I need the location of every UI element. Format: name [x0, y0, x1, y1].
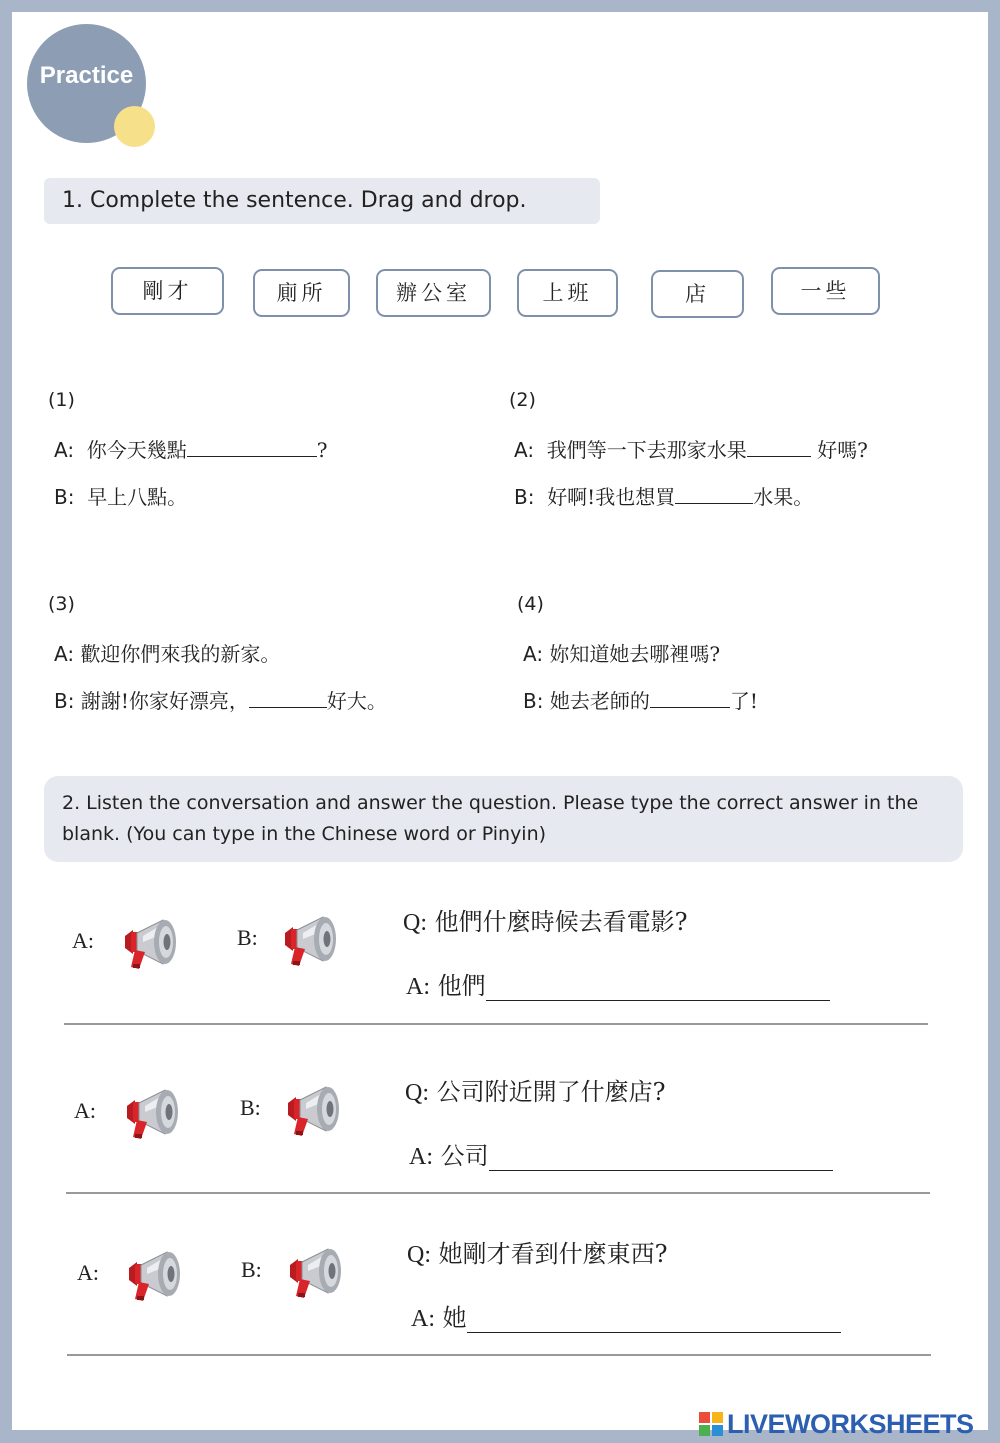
- a-label: A:: [411, 1306, 435, 1332]
- worksheet-page: [12, 12, 988, 1430]
- badge-dot-decoration: [114, 106, 155, 147]
- question-text: 他們什麼時候去看電影?: [434, 908, 688, 936]
- item-3-line-b: [54, 685, 387, 714]
- word-chip-6[interactable]: 一些: [771, 267, 880, 315]
- sentence-text: 我們等一下去那家水果: [546, 438, 747, 462]
- a-label: A:: [406, 974, 430, 1000]
- megaphone-icon[interactable]: [119, 914, 181, 970]
- sentence-text: 你今天幾點: [86, 438, 187, 462]
- speaker-label: B:: [54, 485, 75, 509]
- practice-badge-label: Practice: [39, 62, 134, 89]
- q-label: Q:: [407, 1242, 431, 1268]
- word-chip-2[interactable]: 廁所: [253, 269, 350, 317]
- section2-title: 2. Listen the conversation and answer the question. Please type the correct answer in the blank. (You can type in the Chinese word or Pinyin): [44, 776, 963, 862]
- speaker-a-label: A:: [77, 1260, 99, 1285]
- answer-line-3: [411, 1298, 841, 1333]
- question-text: 公司附近開了什麼店?: [436, 1078, 666, 1106]
- speaker-label: A:: [523, 642, 544, 666]
- sentence-suffix: 好大。: [326, 689, 387, 713]
- speaker-a-label: A:: [74, 1098, 96, 1123]
- speaker-b-label: B:: [240, 1095, 261, 1120]
- sentence-suffix: 了!: [729, 689, 758, 713]
- logo-text: LIVEWORKSHEETS: [727, 1409, 974, 1439]
- divider: [66, 1192, 930, 1194]
- item-1-line-a: [54, 434, 328, 463]
- liveworksheets-logo: [698, 1409, 974, 1440]
- drop-blank-5[interactable]: [650, 687, 730, 708]
- item-3-line-a: [54, 638, 280, 667]
- sentence-text: 謝謝!你家好漂亮，: [80, 689, 249, 713]
- word-chip-5[interactable]: 店: [651, 270, 744, 318]
- answer-prefix: 她: [442, 1304, 467, 1332]
- item-3-number: (3): [48, 593, 75, 615]
- sentence-suffix: 好嗎?: [810, 438, 868, 462]
- megaphone-icon[interactable]: [282, 1081, 344, 1137]
- item-2-line-a: [514, 434, 868, 463]
- drop-blank-2[interactable]: [747, 436, 811, 457]
- speaker-b-label: B:: [237, 925, 258, 950]
- sentence-text: 好啊!我也想買: [547, 485, 676, 509]
- speaker-label: A:: [514, 438, 535, 462]
- answer-prefix: 他們: [437, 972, 486, 1000]
- item-2-line-b: [514, 481, 813, 510]
- speaker-label: B:: [54, 689, 75, 713]
- item-1-number: (1): [48, 389, 75, 411]
- word-chip-1[interactable]: 剛才: [111, 267, 224, 315]
- question-1: [403, 902, 688, 937]
- question-text: 她剛才看到什麼東西?: [438, 1240, 668, 1268]
- question-2: [405, 1072, 666, 1107]
- answer-input-2[interactable]: [489, 1142, 833, 1171]
- divider: [67, 1354, 931, 1356]
- item-1-line-b: [54, 481, 187, 510]
- speaker-b-label: B:: [241, 1257, 262, 1282]
- speaker-label: B:: [514, 485, 535, 509]
- divider: [64, 1023, 928, 1025]
- sentence-text: 她去老師的: [549, 689, 650, 713]
- megaphone-icon[interactable]: [279, 911, 341, 967]
- answer-line-2: [409, 1136, 833, 1171]
- speaker-label: A:: [54, 438, 75, 462]
- q-label: Q:: [405, 1080, 429, 1106]
- megaphone-icon[interactable]: [284, 1243, 346, 1299]
- megaphone-icon[interactable]: [123, 1246, 185, 1302]
- item-4-number: (4): [517, 593, 544, 615]
- speaker-a-label: A:: [72, 928, 94, 953]
- sentence-text: 歡迎你們來我的新家。: [80, 642, 281, 666]
- answer-prefix: 公司: [440, 1142, 489, 1170]
- item-2-number: (2): [509, 389, 536, 411]
- answer-input-1[interactable]: [486, 972, 830, 1001]
- item-4-line-a: [523, 638, 720, 667]
- drop-blank-1[interactable]: [187, 436, 317, 457]
- q-label: Q:: [403, 910, 427, 936]
- section1-title: 1. Complete the sentence. Drag and drop.: [44, 178, 600, 224]
- speaker-label: B:: [523, 689, 544, 713]
- speaker-label: A:: [54, 642, 75, 666]
- word-chip-4[interactable]: 上班: [517, 269, 618, 317]
- answer-input-3[interactable]: [467, 1304, 841, 1333]
- word-chip-3[interactable]: 辦公室: [376, 269, 491, 317]
- question-3: [407, 1234, 668, 1269]
- sentence-text: 早上八點。: [87, 485, 188, 509]
- liveworksheets-logo-icon: [698, 1411, 724, 1437]
- drop-blank-3[interactable]: [675, 483, 753, 504]
- answer-line-1: [406, 966, 830, 1001]
- a-label: A:: [409, 1144, 433, 1170]
- drop-blank-4[interactable]: [249, 687, 327, 708]
- item-4-line-b: [523, 685, 758, 714]
- sentence-text: 妳知道她去哪裡嗎?: [549, 642, 721, 666]
- sentence-suffix: ?: [316, 438, 328, 462]
- sentence-suffix: 水果。: [753, 485, 814, 509]
- megaphone-icon[interactable]: [121, 1084, 183, 1140]
